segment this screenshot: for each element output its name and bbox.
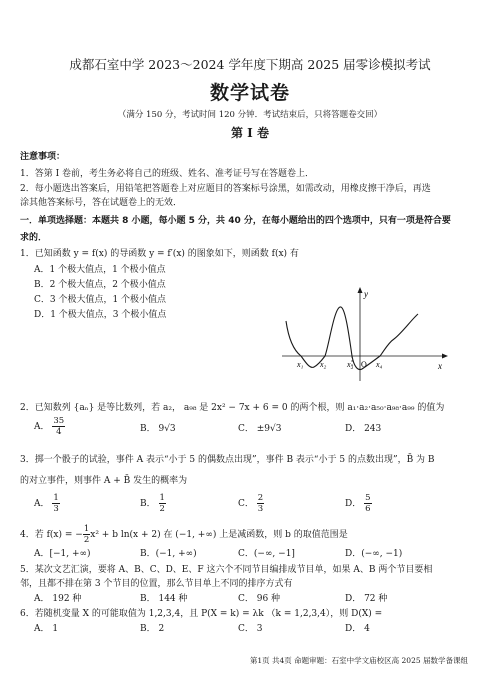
notice-item-1: 1．答第 I 卷前，考生务必将自己的班级、姓名、准考证号写在答题卷上． (20, 169, 315, 179)
x-axis-arrow (442, 354, 448, 359)
label-x1: x₁ (297, 360, 304, 369)
exam-info: （满分 150 分，考试时间 120 分钟．考试结束后，只将答题卷交回） (117, 110, 383, 120)
q6-stem: 6．若随机变量 X 的可能取值为 1,2,3,4，且 P(X = k) = λk （k = 1,2,3,4），则 D(X) = (20, 609, 383, 619)
q3-a-denominator: 3 (53, 504, 59, 514)
q3-d-label: D． (345, 499, 362, 509)
school-title: 成都石室中学 2023～2024 学年度下期高 2025 届零诊模拟考试 (69, 57, 431, 72)
notice-heading: 注意事项： (20, 152, 66, 162)
section-heading: 一．单项选择题：本题共 8 小题，每小题 5 分，共 40 分，在每小题给出的四个选项中，只有一项是符合要 (20, 216, 451, 226)
section-heading-cont: 求的． (20, 233, 48, 243)
q3-b-label: B． (140, 499, 156, 509)
q2-option-a (34, 416, 65, 437)
q1-option-d: D．1 个极大值点，3 个极小值点 (34, 310, 167, 320)
q6-option-a: A． 1 (34, 624, 59, 634)
q5-option-a: A． 192 种 (34, 594, 82, 604)
q2-option-b: B． 9√3 (140, 424, 176, 434)
label-x2: x₂ (320, 360, 327, 369)
q3-option-d (345, 493, 372, 514)
label-origin: O (361, 360, 367, 369)
derivative-graph (280, 285, 450, 385)
q2-a-numerator: 35 (53, 416, 65, 426)
x-axis-label: x (438, 361, 442, 371)
q1-option-c: C．3 个极大值点，1 个极小值点 (34, 295, 167, 305)
q3-a-numerator: 1 (53, 493, 59, 503)
q3-c-denominator: 3 (257, 504, 264, 514)
q3-c-numerator: 2 (257, 493, 264, 503)
q3-d-denominator: 6 (365, 504, 371, 514)
y-axis-arrow (358, 287, 363, 293)
q4-stem (20, 524, 348, 545)
q5-option-c: C． 96 种 (238, 594, 281, 604)
q3-b-numerator: 1 (159, 493, 165, 503)
q4-stem-post: x² + b ln(x + 2) 在 (−1, +∞) 上是减函数，则 b 的取值范围是 (90, 530, 348, 540)
q3-option-a (34, 493, 60, 514)
q3-option-b (140, 493, 166, 514)
q4-option-b: B．(−1, +∞) (140, 549, 197, 559)
q5-line-2: 邻，且都不排在第 3 个节目的位置，那么节目单上不同的排序方式有 (20, 579, 293, 589)
q3-d-fraction (364, 493, 371, 514)
page-footer: 第1页 共4页 命题审题：石室中学文庙校区高 2025 届数学备课组 (249, 656, 468, 665)
q1-stem: 1．已知函数 y = f(x) 的导函数 y = f′(x) 的图象如下，则函数 f(x) 有 (20, 249, 299, 259)
q3-a-label: A． (34, 499, 50, 509)
notice-item-2-cont: 涂其他答案标号，答在试题卷上的无效． (20, 198, 183, 208)
y-axis-label: y (364, 289, 368, 299)
q3-c-fraction (257, 493, 264, 514)
label-x3: x₃ (347, 360, 354, 369)
label-x4: x₄ (376, 360, 383, 369)
notice-item-2: 2．每小题选出答案后，用铅笔把答题卷上对应题目的答案标号涂黑，如需改动，用橡皮擦干净后，再选 (20, 184, 431, 194)
q3-b-fraction (159, 493, 166, 514)
q2-option-c: C． ±9√3 (238, 424, 282, 434)
q4-numerator: 1 (83, 524, 90, 534)
q4-denominator: 2 (83, 535, 90, 545)
q4-option-a: A．[−1, +∞) (34, 549, 91, 559)
q2-option-a-label: A． (34, 422, 50, 432)
q1-option-b: B．2 个极大值点，2 个极小值点 (34, 280, 166, 290)
q2-option-a-fraction (52, 416, 65, 437)
q3-b-denominator: 2 (159, 504, 165, 514)
q3-d-numerator: 5 (365, 493, 371, 503)
q6-option-d: D． 4 (345, 624, 370, 634)
exam-title: 数学试卷 (209, 82, 290, 104)
volume-heading: 第 I 卷 (231, 126, 269, 140)
q3-line-2: 的对立事件，则事件 A + B̄ 发生的概率为 (20, 476, 188, 486)
q2-stem: 2．已知数列 {aₙ} 是等比数列，若 a₂， a₉₈ 是 2x² − 7x + 6 = 0 的两个根，则 a₁·a₂·a₅₀·a₉₈·a₉₉ 的值为 (20, 403, 445, 413)
q6-option-c: C． 3 (238, 624, 263, 634)
q3-c-label: C． (238, 499, 254, 509)
q1-option-a: A．1 个极大值点，1 个极小值点 (34, 265, 166, 275)
q4-option-c: C．(−∞, −1] (238, 549, 295, 559)
q4-stem-pre: 4．若 f(x) = − (20, 530, 83, 540)
q5-option-b: B． 144 种 (140, 594, 188, 604)
q2-a-denominator: 4 (56, 427, 62, 437)
q4-option-d: D．(−∞, −1) (345, 549, 403, 559)
q5-line-1: 5．某次文艺汇演，要将 A、B、C、D、E、F 这六个不同节目编排成节目单，如果 A、B 两个节目要相 (20, 565, 433, 575)
q3-line-1: 3．掷一个骰子的试验，事件 A 表示“小于 5 的偶数点出现”，事件 B 表示“小于 5 的点数出现”，B̄ 为 B (20, 455, 435, 465)
q5-option-d: D． 72 种 (345, 594, 388, 604)
q3-option-c (238, 493, 264, 514)
q3-a-fraction (52, 493, 59, 514)
q2-option-d: D． 243 (345, 424, 382, 434)
q6-option-b: B． 2 (140, 624, 165, 634)
